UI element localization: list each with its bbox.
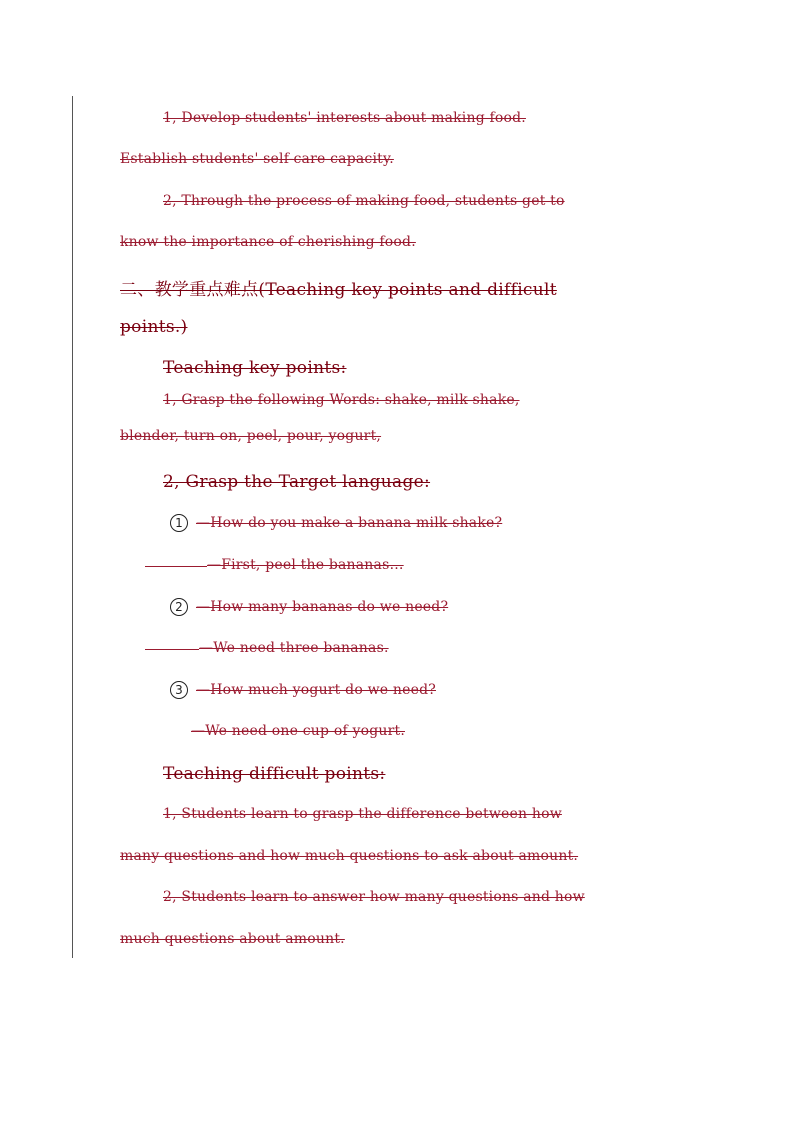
circled-number-2: 2 — [170, 598, 188, 616]
dialogue-2-question — [170, 598, 448, 616]
dialogue-2-answer: —We need three bananas. — [199, 640, 389, 656]
key-point-1-line-1: 1, Grasp the following Words: shake, milk shake, — [163, 392, 520, 408]
objective-2-line-2: know the importance of cherishing food. — [120, 234, 416, 250]
dialogue-1-question — [170, 514, 502, 532]
dialogue-2-answer-leader — [145, 649, 199, 650]
key-point-2: 2, Grasp the Target language: — [163, 472, 431, 492]
section-heading-line-2: points.) — [120, 317, 188, 337]
section-heading-line-1: 二、教学重点难点(Teaching key points and difficult — [120, 280, 557, 300]
dialogue-1-question-text: —How do you make a banana milk shake? — [196, 515, 503, 531]
difficult-points-title: Teaching difficult points: — [163, 764, 386, 784]
dialogue-2-question-text: —How many bananas do we need? — [196, 599, 449, 615]
dialogue-1-answer: —First, peel the bananas… — [207, 557, 404, 573]
difficult-point-2-line-1: 2, Students learn to answer how many questions and how — [163, 889, 585, 905]
difficult-point-1-line-1: 1, Students learn to grasp the difference between how — [163, 806, 562, 822]
objective-1-line-1: 1, Develop students' interests about making food. — [163, 110, 526, 126]
key-points-title: Teaching key points: — [163, 358, 347, 378]
dialogue-3-question — [170, 681, 436, 699]
dialogue-1-answer-leader — [145, 566, 207, 567]
difficult-point-2-line-2: much questions about amount. — [120, 931, 345, 947]
circled-number-1: 1 — [170, 514, 188, 532]
difficult-point-1-line-2: many questions and how much questions to ask about amount. — [120, 848, 579, 864]
dialogue-3-question-text: —How much yogurt do we need? — [196, 682, 436, 698]
circled-number-3: 3 — [170, 681, 188, 699]
key-point-1-line-2: blender, turn on, peel, pour, yogurt, — [120, 428, 382, 444]
objective-1-line-2: Establish students' self-care capacity. — [120, 151, 394, 167]
margin-rule — [72, 96, 73, 958]
dialogue-3-answer: —We need one cup of yogurt. — [191, 723, 405, 739]
objective-2-line-1: 2, Through the process of making food, students get to — [163, 193, 565, 209]
